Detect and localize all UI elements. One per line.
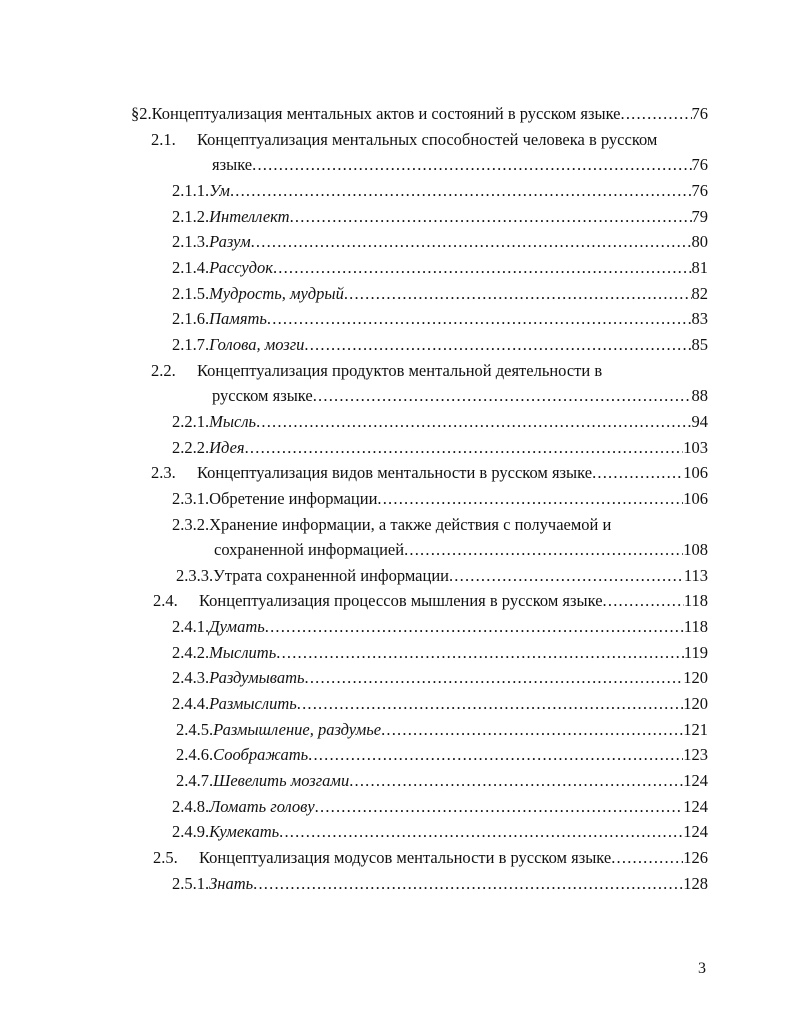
toc-entry (176, 742, 708, 768)
entry-title: Память (209, 309, 267, 329)
dot-leader (611, 845, 683, 871)
entry-page: 119 (683, 642, 708, 662)
dot-leader (251, 229, 692, 255)
toc-entry (151, 460, 708, 486)
dot-leader (276, 640, 684, 666)
entry-title: Размыслить (209, 694, 297, 714)
entry-page: 94 (691, 411, 708, 431)
entry-page: 76 (691, 104, 708, 123)
entry-title: Концептуализация модусов ментальности в русском языке (199, 848, 612, 868)
table-of-contents (0, 101, 791, 896)
entry-page: 82 (691, 283, 708, 303)
toc-entry (172, 204, 708, 230)
toc-entry (172, 306, 708, 332)
dot-leader (315, 794, 684, 820)
entry-number: 2.4.1. (172, 617, 210, 637)
toc-entry (172, 255, 708, 281)
entry-page: 106 (683, 463, 708, 483)
toc-entry (172, 794, 708, 820)
entry-page: 81 (691, 257, 708, 277)
entry-title: Концептуализация процессов мышления в русском языке (199, 591, 603, 611)
dot-leader (230, 178, 692, 204)
entry-title: Соображать (213, 745, 309, 765)
dot-leader (313, 383, 692, 409)
entry-number: 2.4.8. (172, 796, 210, 816)
entry-page: 120 (683, 668, 708, 688)
entry-title: Идея (209, 437, 245, 457)
entry-page: 118 (683, 591, 708, 611)
dot-leader (253, 871, 683, 897)
toc-entry (176, 768, 708, 794)
dot-leader (290, 204, 692, 230)
entry-number: §2. (131, 104, 152, 123)
entry-page: 88 (691, 386, 708, 406)
entry-number: 2.3. (151, 463, 176, 483)
toc-entry-continuation (212, 152, 708, 178)
entry-title-continuation: сохраненной информацией (214, 540, 405, 560)
entry-page: 83 (691, 309, 708, 329)
toc-entry (176, 563, 708, 589)
dot-leader (621, 101, 692, 127)
toc-entry (172, 435, 708, 461)
entry-title: Мыслить (209, 642, 277, 662)
entry-page: 123 (683, 745, 708, 765)
entry-number: 2.2.1. (172, 411, 210, 431)
toc-entry (172, 640, 708, 666)
entry-number: 2.1.1. (172, 180, 210, 200)
entry-number: 2.4.9. (172, 822, 210, 842)
toc-entry (151, 358, 708, 384)
dot-leader (267, 306, 692, 332)
entry-page: 121 (683, 719, 708, 739)
toc-entry (153, 845, 708, 871)
entry-page: 118 (683, 617, 708, 637)
entry-number: 2.4.5. (176, 719, 214, 739)
toc-entry (172, 691, 708, 717)
entry-number: 2.4.7. (176, 771, 214, 791)
dot-leader (349, 768, 683, 794)
entry-page: 120 (683, 694, 708, 714)
dot-leader (449, 563, 684, 589)
entry-page: 108 (683, 540, 708, 560)
toc-entry-continuation (212, 383, 708, 409)
dot-leader (404, 537, 683, 563)
entry-title: Хранение информации, а также действия с получаемой и (209, 514, 612, 534)
page-number: 3 (698, 960, 706, 977)
entry-title: Концептуализация ментальных актов и состояний в русском языке (151, 104, 621, 123)
entry-page: 85 (691, 334, 708, 354)
dot-leader (344, 281, 692, 307)
toc-entry (172, 871, 708, 897)
entry-page: 106 (683, 488, 708, 508)
entry-number: 2.4.2. (172, 642, 210, 662)
entry-title: Размышление, раздумье (213, 719, 382, 739)
entry-page: 113 (683, 565, 708, 585)
entry-title: Раздумывать (209, 668, 305, 688)
entry-page: 128 (683, 873, 708, 893)
entry-number: 2.4. (153, 591, 178, 611)
entry-number: 2.5.1. (172, 873, 210, 893)
toc-entry (172, 332, 708, 358)
entry-number: 2.4.6. (176, 745, 214, 765)
toc-entry (172, 178, 708, 204)
dot-leader (592, 460, 683, 486)
entry-number: 2.3.3. (176, 565, 214, 585)
entry-title: Шевелить мозгами (213, 771, 350, 791)
dot-leader (279, 819, 683, 845)
toc-entry (172, 512, 708, 538)
entry-title: Ломать голову (209, 796, 315, 816)
toc-entry (172, 614, 708, 640)
toc-entry (172, 409, 708, 435)
dot-leader (304, 332, 691, 358)
toc-entry (172, 665, 708, 691)
entry-page: 124 (683, 796, 708, 816)
dot-leader (603, 588, 684, 614)
entry-title-continuation: русском языке (212, 386, 313, 406)
entry-number: 2.4.3. (172, 668, 210, 688)
entry-page: 124 (683, 771, 708, 791)
entry-number: 2.2. (151, 360, 176, 380)
toc-entry (131, 101, 708, 127)
entry-title: Мудрость, мудрый (209, 283, 344, 303)
dot-leader (245, 435, 684, 461)
dot-leader (265, 614, 684, 640)
toc-entry (172, 486, 708, 512)
entry-title: Рассудок (209, 257, 273, 277)
entry-page: 79 (691, 206, 708, 226)
entry-number: 2.1.4. (172, 257, 210, 277)
entry-title: Концептуализация продуктов ментальной деятельности в (197, 360, 603, 380)
toc-entry (151, 127, 708, 153)
toc-entry-continuation (214, 537, 708, 563)
dot-leader (297, 691, 684, 717)
entry-number: 2.1.2. (172, 206, 210, 226)
entry-page: 124 (683, 822, 708, 842)
entry-title: Обретение информации (209, 488, 378, 508)
entry-number: 2.1. (151, 129, 176, 149)
toc-entry (176, 717, 708, 743)
entry-number: 2.2.2. (172, 437, 210, 457)
entry-number: 2.1.5. (172, 283, 210, 303)
entry-number: 2.5. (153, 848, 178, 868)
dot-leader (308, 742, 683, 768)
dot-leader (377, 486, 683, 512)
entry-title: Концептуализация видов ментальности в русском языке (197, 463, 593, 483)
entry-page: 76 (691, 180, 708, 200)
entry-title: Ум (209, 180, 230, 200)
entry-page: 80 (691, 232, 708, 252)
dot-leader (273, 255, 692, 281)
entry-title: Думать (209, 617, 265, 637)
entry-title: Кумекать (209, 822, 280, 842)
dot-leader (381, 717, 683, 743)
entry-number: 2.3.1. (172, 488, 210, 508)
dot-leader (252, 152, 691, 178)
dot-leader (305, 665, 684, 691)
entry-title: Концептуализация ментальных способностей человека в русском (197, 129, 658, 149)
entry-number: 2.4.4. (172, 694, 210, 714)
entry-page: 126 (683, 848, 708, 868)
entry-title: Мысль (209, 411, 257, 431)
entry-title: Разум (209, 232, 251, 252)
entry-number: 2.3.2. (172, 514, 210, 534)
toc-entry (172, 819, 708, 845)
dot-leader (256, 409, 691, 435)
entry-number: 2.1.7. (172, 334, 210, 354)
entry-page: 76 (691, 155, 708, 175)
entry-page: 103 (683, 437, 708, 457)
toc-entry (172, 281, 708, 307)
entry-title: Голова, мозги (209, 334, 305, 354)
toc-entry (153, 588, 708, 614)
entry-title: Знать (209, 873, 254, 893)
entry-number: 2.1.3. (172, 232, 210, 252)
entry-title: Интеллект (209, 206, 290, 226)
entry-title: Утрата сохраненной информации (213, 565, 449, 585)
toc-entry (172, 229, 708, 255)
entry-title-continuation: языке (212, 155, 253, 175)
entry-number: 2.1.6. (172, 309, 210, 329)
